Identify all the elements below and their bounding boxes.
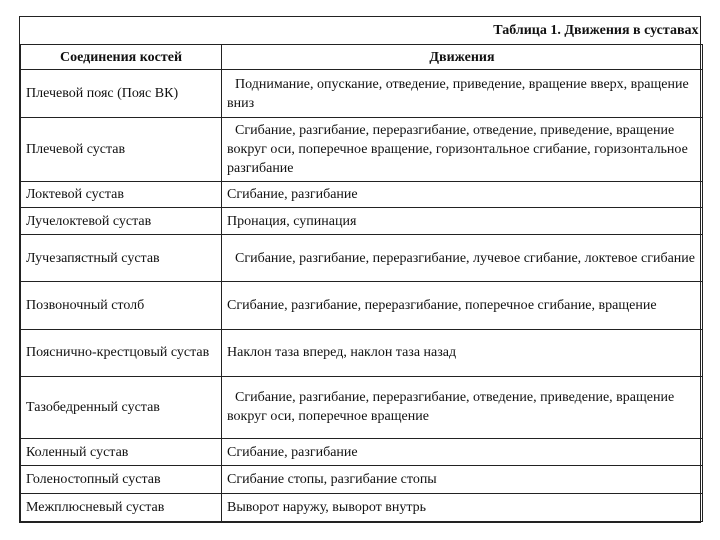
joint-cell: Позвоночный столб [21,282,222,329]
table-row [21,117,703,181]
joint-cell: Коленный сустав [21,438,222,466]
joint-movements-table-frame [19,16,701,523]
header-joints: Соединения костей [21,44,222,70]
table-row [21,70,703,117]
joint-cell: Тазобедренный сустав [21,376,222,438]
joint-cell: Локтевой сустав [21,181,222,208]
table-row [21,235,703,282]
table-row [21,282,703,329]
header-movements: Движения [222,44,703,70]
movements-cell: Выворот наружу, выворот внутрь [222,494,703,522]
joint-cell: Пояснично-крестцовый сустав [21,329,222,376]
header-row [21,44,703,70]
joint-cell: Лучелоктевой сустав [21,208,222,235]
table-row [21,329,703,376]
table-row [21,494,703,522]
movements-cell: Поднимание, опускание, отведение, приведение, вращение вверх, вращение вниз [222,70,703,117]
joint-cell: Плечевой пояс (Пояс ВК) [21,70,222,117]
joint-cell: Лучезапястный сустав [21,235,222,282]
table-row [21,208,703,235]
movements-cell: Сгибание, разгибание, переразгибание, лучевое сгибание, локтевое сгибание [222,235,703,282]
movements-cell: Пронация, супинация [222,208,703,235]
movements-cell: Сгибание, разгибание [222,438,703,466]
movements-cell: Сгибание, разгибание [222,181,703,208]
joint-cell: Межплюсневый сустав [21,494,222,522]
joint-cell: Голеностопный сустав [21,466,222,494]
movements-cell: Сгибание стопы, разгибание стопы [222,466,703,494]
caption-row [21,17,703,44]
joint-cell: Плечевой сустав [21,117,222,181]
movements-cell: Сгибание, разгибание, переразгибание, отведение, приведение, вращение вокруг оси, поперечное вращение, горизонтальное сгибание, горизонтальное разгибание [222,117,703,181]
table-row [21,438,703,466]
joint-movements-table [20,17,703,522]
table-row [21,181,703,208]
movements-cell: Сгибание, разгибание, переразгибание, отведение, приведение, вращение вокруг оси, поперечное вращение [222,376,703,438]
table-row [21,376,703,438]
movements-cell: Наклон таза вперед, наклон таза назад [222,329,703,376]
table-caption: Таблица 1. Движения в суставах [21,17,703,44]
movements-cell: Сгибание, разгибание, переразгибание, поперечное сгибание, вращение [222,282,703,329]
table-row [21,466,703,494]
